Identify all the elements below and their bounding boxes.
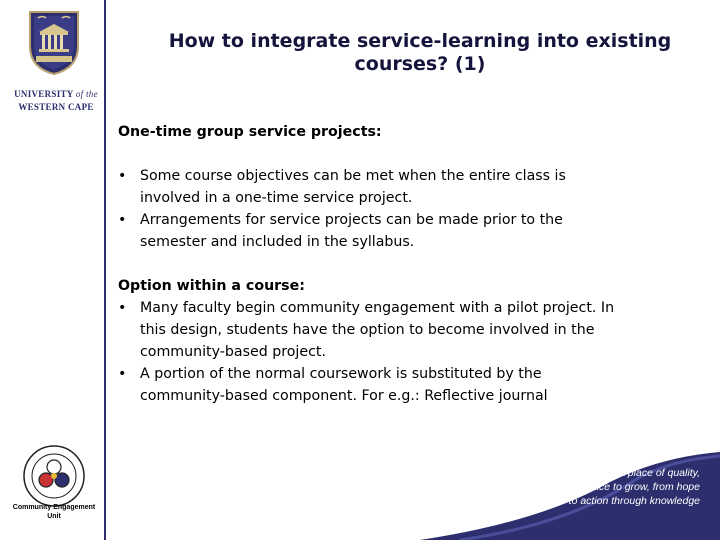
list-item: • Arrangements for service projects can be made prior to the semester and included in the syllabus.: [118, 212, 563, 250]
tagline-line2: a place to grow, from hope: [576, 481, 700, 493]
slide-title: [150, 30, 690, 76]
bullet-text: A portion of the normal coursework is substituted by the: [140, 366, 542, 382]
bullet-text: Many faculty begin community engagement with a pilot project. In: [140, 300, 615, 316]
university-name-of-the: of the: [75, 89, 98, 99]
university-name: [14, 88, 98, 114]
sidebar-divider: [104, 0, 106, 540]
bullet-text: semester and included in the syllabus.: [140, 234, 415, 250]
university-crest-icon: [28, 10, 80, 76]
bullet-text: Arrangements for service projects can be made prior to the: [140, 212, 563, 228]
community-engagement-logo-icon: [22, 444, 86, 508]
bullet-list: [118, 297, 638, 407]
list-item: • Some course objectives can be met when the entire class is involved in a one-time service project.: [118, 168, 566, 206]
slide-content: [118, 121, 638, 407]
section-heading: Option within a course:: [118, 278, 305, 294]
caption-line1: Community Engagement: [12, 504, 96, 511]
university-name-line1: UNIVERSITY: [14, 89, 74, 99]
slide-title-line2: courses? (1): [354, 53, 486, 75]
bullet-text: this design, students have the option to become involved in the: [140, 322, 595, 338]
slide-title-line1: How to integrate service-learning into existing: [168, 30, 672, 52]
tagline: [560, 466, 700, 508]
bullet-text: Some course objectives can be met when the entire class is: [140, 168, 566, 184]
caption-line2: Unit: [47, 513, 61, 520]
tagline-line1: A place of quality,: [618, 467, 700, 479]
section-heading: One-time group service projects:: [118, 124, 382, 140]
list-item: • A portion of the normal coursework is substituted by the community-based component. For e.g.: Reflective journal: [118, 366, 548, 404]
list-item: • Many faculty begin community engagement with a pilot project. In this design, students have the option to become involved in the community-based project.: [118, 300, 615, 360]
university-name-line2: WESTERN CAPE: [18, 102, 94, 112]
bullet-text: involved in a one-time service project.: [140, 190, 413, 206]
tagline-line3: to action through knowledge: [568, 495, 700, 507]
bullet-text: community-based component. For e.g.: Reflective journal: [140, 388, 548, 404]
bullet-text: community-based project.: [140, 344, 326, 360]
bullet-list: [118, 165, 638, 253]
community-engagement-caption: [8, 503, 100, 521]
